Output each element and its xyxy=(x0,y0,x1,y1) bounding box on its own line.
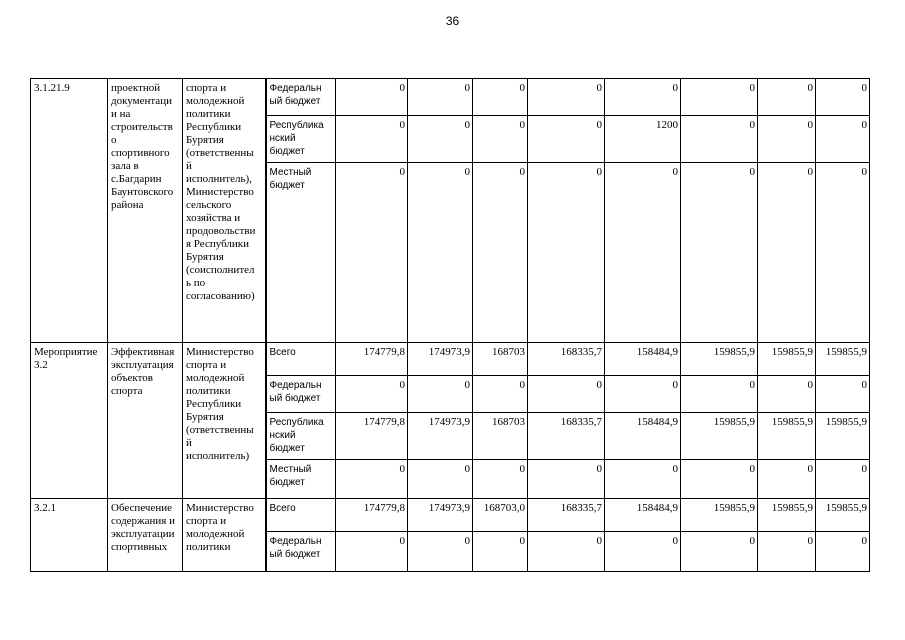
amount-cell: 168335,7 xyxy=(528,343,605,376)
amount-cell: 159855,9 xyxy=(758,413,816,460)
amount-cell: 0 xyxy=(816,532,870,572)
amount-cell: 0 xyxy=(758,163,816,343)
amount-cell: 174779,8 xyxy=(336,413,408,460)
amount-cell: 0 xyxy=(605,163,681,343)
amount-cell: 0 xyxy=(681,79,758,116)
row-code: 3.1.21.9 xyxy=(31,79,108,343)
row-code: Мероприятие 3.2 xyxy=(31,343,108,499)
amount-cell: 0 xyxy=(528,163,605,343)
amount-cell: 174973,9 xyxy=(408,343,473,376)
table-row xyxy=(31,79,870,116)
amount-cell: 0 xyxy=(336,116,408,163)
amount-cell: 0 xyxy=(408,79,473,116)
amount-cell: 0 xyxy=(473,460,528,499)
amount-cell: 0 xyxy=(758,116,816,163)
amount-cell: 0 xyxy=(336,460,408,499)
amount-cell: 159855,9 xyxy=(758,499,816,532)
funding-source: Местный бюджет xyxy=(266,163,336,343)
amount-cell: 0 xyxy=(408,163,473,343)
amount-cell: 0 xyxy=(408,532,473,572)
amount-cell: 174973,9 xyxy=(408,499,473,532)
amount-cell: 0 xyxy=(528,376,605,413)
amount-cell: 0 xyxy=(473,376,528,413)
funding-source: Республика нский бюджет xyxy=(266,413,336,460)
amount-cell: 0 xyxy=(528,460,605,499)
funding-source: Всего xyxy=(266,499,336,532)
amount-cell: 0 xyxy=(681,116,758,163)
amount-cell: 0 xyxy=(758,532,816,572)
amount-cell: 0 xyxy=(605,79,681,116)
amount-cell: 0 xyxy=(681,163,758,343)
amount-cell: 159855,9 xyxy=(681,413,758,460)
amount-cell: 0 xyxy=(473,79,528,116)
amount-cell: 0 xyxy=(473,163,528,343)
amount-cell: 174779,8 xyxy=(336,343,408,376)
amount-cell: 159855,9 xyxy=(816,413,870,460)
row-name: проектной документаци и на строительств о спортивного зала в с.Багдарин Баунтовского района xyxy=(108,79,183,343)
amount-cell: 0 xyxy=(336,79,408,116)
amount-cell: 0 xyxy=(336,376,408,413)
amount-cell: 168703 xyxy=(473,343,528,376)
amount-cell: 168703,0 xyxy=(473,499,528,532)
amount-cell: 159855,9 xyxy=(816,499,870,532)
amount-cell: 0 xyxy=(408,116,473,163)
funding-source: Федеральн ый бюджет xyxy=(266,79,336,116)
amount-cell: 0 xyxy=(758,79,816,116)
amount-cell: 168703 xyxy=(473,413,528,460)
amount-cell: 0 xyxy=(408,460,473,499)
table-row xyxy=(31,499,870,532)
amount-cell: 0 xyxy=(473,532,528,572)
funding-source: Местный бюджет xyxy=(266,460,336,499)
amount-cell: 0 xyxy=(816,116,870,163)
row-executor: Министерство спорта и молодежной политики Республики Бурятия (ответственны й исполнитель) xyxy=(183,343,266,499)
amount-cell: 159855,9 xyxy=(681,499,758,532)
amount-cell: 0 xyxy=(681,376,758,413)
amount-cell: 0 xyxy=(816,163,870,343)
amount-cell: 158484,9 xyxy=(605,343,681,376)
row-code: 3.2.1 xyxy=(31,499,108,572)
amount-cell: 158484,9 xyxy=(605,499,681,532)
amount-cell: 158484,9 xyxy=(605,413,681,460)
table-row xyxy=(31,343,870,376)
funding-source: Федеральн ый бюджет xyxy=(266,376,336,413)
amount-cell: 0 xyxy=(681,460,758,499)
amount-cell: 0 xyxy=(408,376,473,413)
amount-cell: 168335,7 xyxy=(528,499,605,532)
amount-cell: 0 xyxy=(681,532,758,572)
amount-cell: 0 xyxy=(605,532,681,572)
amount-cell: 0 xyxy=(758,376,816,413)
amount-cell: 0 xyxy=(473,116,528,163)
amount-cell: 0 xyxy=(816,376,870,413)
amount-cell: 0 xyxy=(816,460,870,499)
amount-cell: 0 xyxy=(816,79,870,116)
amount-cell: 0 xyxy=(605,376,681,413)
amount-cell: 159855,9 xyxy=(758,343,816,376)
budget-table xyxy=(30,78,870,572)
amount-cell: 174973,9 xyxy=(408,413,473,460)
row-executor: спорта и молодежной политики Республики Бурятия (ответственны й исполнитель), Министерство сельского хозяйства и продовольстви я Республики Бурятия (соисполнител ь по согласованию) xyxy=(183,79,266,343)
amount-cell: 0 xyxy=(528,79,605,116)
row-executor: Министерство спорта и молодежной политики xyxy=(183,499,266,572)
funding-source: Республика нский бюджет xyxy=(266,116,336,163)
page-number: 36 xyxy=(445,14,460,28)
amount-cell: 159855,9 xyxy=(681,343,758,376)
amount-cell: 0 xyxy=(336,532,408,572)
row-name: Эффективная эксплуатация объектов спорта xyxy=(108,343,183,499)
funding-source: Федеральн ый бюджет xyxy=(266,532,336,572)
amount-cell: 0 xyxy=(528,532,605,572)
amount-cell: 0 xyxy=(528,116,605,163)
funding-source: Всего xyxy=(266,343,336,376)
amount-cell: 0 xyxy=(605,460,681,499)
amount-cell: 174779,8 xyxy=(336,499,408,532)
row-name: Обеспечение содержания и эксплуатации спортивных xyxy=(108,499,183,572)
amount-cell: 0 xyxy=(758,460,816,499)
amount-cell: 168335,7 xyxy=(528,413,605,460)
amount-cell: 159855,9 xyxy=(816,343,870,376)
amount-cell: 0 xyxy=(336,163,408,343)
amount-cell: 1200 xyxy=(605,116,681,163)
